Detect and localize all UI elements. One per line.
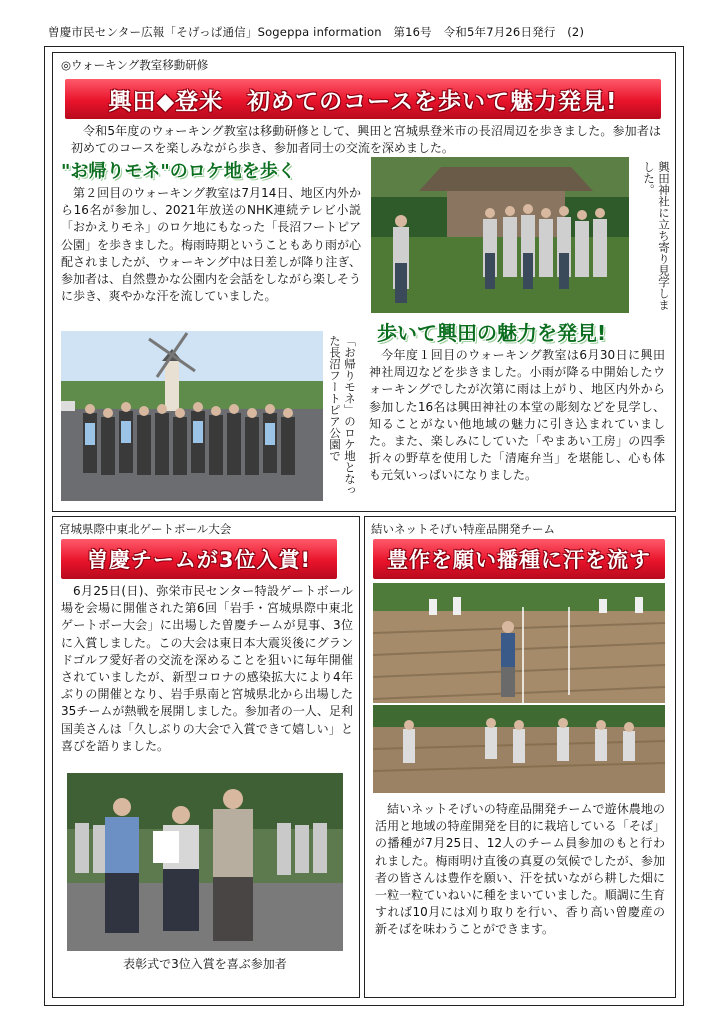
- soba-banner: [373, 539, 665, 579]
- award-ceremony-photo: [67, 773, 343, 951]
- walking-section-label: ◎ウォーキング教室移動研修: [61, 58, 209, 72]
- walking-paragraph-right: 今年度１回目のウォーキング教室は6月30日に興田神社周辺などを歩きました。小雨が降る中開始したウォーキングでしたが次第に雨は上がり、地区内外から参加した16名は興田神社の本堂の彫刻などを見学し、知ることがない他地域の魅力に引き込まれていました。また、楽しみにしていた「やまあい工房」の四季折々の野草を使用した「清庵弁当」を堪能し、心も体も元気いっぱいになりました。: [369, 348, 665, 483]
- field-sowing-photo-2: [373, 705, 665, 793]
- soba-paragraph: 結いネットそげいの特産品開発チームで遊休農地の活用と地域の特産開発を目的に栽培している「そば」の播種が7月25日、12人のチーム員参加のもと行われました。梅雨明け直後の真夏の気候でしたが、参加者の皆さんは豊作を願い、汗を拭いながら耕した畑に一粒一粒ていねいに種をまいていました。順調に生育すれば10月には刈り取りを行い、香り高い曽慶産の新そばを味わうことができます。: [375, 802, 665, 937]
- shrine-photo-caption: 興田神社に立ち寄り見学しました。: [642, 161, 671, 311]
- walking-heading-right: 歩いて興田の魅力を発見!: [377, 321, 607, 345]
- soba-section: [364, 516, 676, 998]
- award-photo-caption: 表彰式で3位入賞を喜ぶ参加者: [123, 957, 287, 971]
- soba-section-label: 結いネットそげい特産品開発チーム: [371, 522, 555, 536]
- gateball-banner: [61, 539, 337, 579]
- walking-banner-title: 興田◆登米 初めてのコースを歩いて魅力発見!: [108, 88, 618, 115]
- field-sowing-photo-1: [373, 583, 665, 703]
- soba-banner-title: 豊作を願い播種に汗を流す: [387, 548, 651, 572]
- gateball-paragraph: 6月25日(日)、弥栄市民センター特設ゲートボール場を会場に開催された第6回「岩手・宮城県際中東北ゲートボー大会」に出場した曽慶チームが見事、3位に入賞しました。この大会は東日本大震災後にグランドゴルフ愛好者の交流を深めることを狙いに毎年開催されていましたが、新型コロナの感染拡大により4年ぶりの開催となり、岩手県南と宮城県北から出場した35チームが熱戦を展開しました。参加者の一人、足利国美さんは「久しぶりの大会で入賞できて嬉しい」と喜びを語りました。: [61, 584, 353, 753]
- walking-heading-left: "お帰りモネ"のロケ地を歩く: [61, 161, 296, 182]
- walking-section: [52, 52, 676, 512]
- shrine-group-photo: [371, 157, 629, 313]
- windmill-group-photo: [61, 331, 323, 501]
- newsletter-header: 曽慶市民センター広報「そげっぱ通信」Sogeppa information 第16号 令和5年7月26日発行 (2): [48, 25, 585, 39]
- walking-banner: [65, 79, 661, 119]
- windmill-photo-caption: 「お帰りモネ」のロケ地となった長沼フートピア公園で: [328, 335, 357, 496]
- gateball-banner-title: 曽慶チームが3位入賞!: [86, 548, 312, 572]
- gateball-section: [52, 516, 360, 998]
- walking-intro: 令和5年度のウォーキング教室は移動研修として、興田と宮城県登米市の長沼周辺を歩きました。参加者は初めてのコースを楽しみながら歩き、参加者同士の交流を深めました。: [71, 124, 661, 156]
- gateball-section-label: 宮城県際中東北ゲートボール大会: [59, 522, 232, 536]
- walking-paragraph-left: 第２回目のウォーキング教室は7月14日、地区内外から16名が参加し、2021年放送のNHK連続テレビ小説「おかえりモネ」のロケ地にもなった「長沼フートピア公園」を歩きました。梅雨時期ということもあり雨が心配されましたが、ウォーキング中は日差しが降り注ぎ、参加者は、自然豊かな公園内を会話をしながら楽しそうに歩き、爽やかな汗を流していました。: [61, 186, 362, 304]
